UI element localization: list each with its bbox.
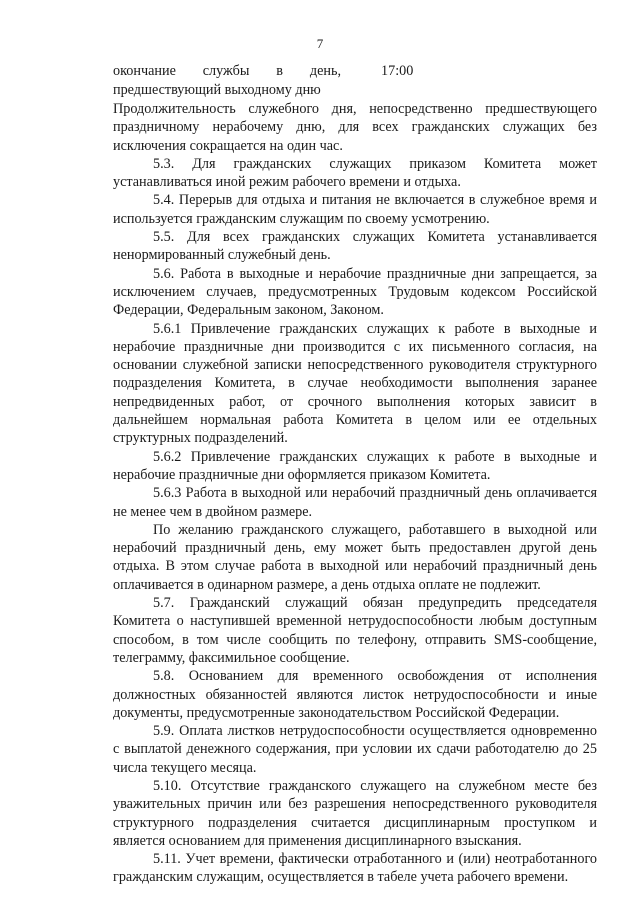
paragraph: 5.6.3 Работа в выходной или нерабочий праздничный день оплачивается не менее чем в двойном размере. xyxy=(113,485,597,520)
paragraph: 5.3. Для гражданских служащих приказом Комитета может устанавливаться иной режим рабочего времени и отдыха. xyxy=(113,155,597,191)
paragraph: 5.6.2 Привлечение гражданских служащих к работе в выходные и нерабочие праздничные дни оформляется приказом Комитета. xyxy=(113,448,597,483)
time-label xyxy=(113,62,341,81)
time-label-word: день, xyxy=(309,63,341,79)
time-label-word: службы xyxy=(202,63,250,79)
paragraph: 5.11. Учет времени, фактически отработанного и (или) неотработанного гражданским служащим, осуществляется в табеле учета рабочего времени. xyxy=(113,851,597,886)
time-value: 17:00 xyxy=(381,63,414,79)
paragraph: 5.5. Для всех гражданских служащих Комитета устанавливается ненормированный служебный день. xyxy=(113,229,597,264)
page-number: 7 xyxy=(316,36,324,51)
service-end-time-row xyxy=(113,62,593,100)
paragraph: По желанию гражданского служащего, работавшего в выходной или нерабочий праздничный день, ему может быть предоставлен другой день отдыха. В этом случае работа в выходной или нерабочий праздничный день оплачивается в одинарном размере, а день отдыха оплате не подлежит. xyxy=(113,521,597,593)
paragraph: 5.6. Работа в выходные и нерабочие праздничные дни запрещается, за исключением случаев, предусмотренных Трудовым кодексом Российской Федерации, Федеральным законом, Законом. xyxy=(113,265,597,319)
paragraph: 5.10. Отсутствие гражданского служащего на служебном месте без уважительных причин или без разрешения непосредственного руководителя структурного подразделения считается дисциплинарным проступком и является основанием для применения дисциплинарного взыскания. xyxy=(113,777,597,849)
paragraph: 5.4. Перерыв для отдыха и питания не включается в служебное время и используется гражданским служащим по своему усмотрению. xyxy=(113,192,597,227)
time-label-word: окончание xyxy=(113,63,176,79)
time-label-line2: предшествующий выходному дню xyxy=(113,82,321,98)
paragraph: Продолжительность служебного дня, непосредственно предшествующего праздничному нерабочему дню, для всех гражданских служащих без исключения сокращается на один час. xyxy=(113,101,597,154)
paragraph: 5.9. Оплата листков нетрудоспособности осуществляется одновременно с выплатой денежного содержания, при условии их сдачи работодателю до 25 числа текущего месяца. xyxy=(113,723,597,776)
paragraph: 5.6.1 Привлечение гражданских служащих к работе в выходные и нерабочие праздничные дни производится с их письменного согласия, на основании служебной записки непосредственного руководителя структурного подразделения Комитета, в случае необходимости выполнения заранее непредвиденных работ, от срочного выполнения которых зависит в дальнейшем нормальная работа Комитета в целом или ее отдельных структурных подразделений. xyxy=(113,320,597,447)
time-label-word: в xyxy=(276,63,283,79)
paragraph: 5.8. Основанием для временного освобождения от исполнения должностных обязанностей являются листок нетрудоспособности и иные документы, предусмотренные законодательством Российской Федерации. xyxy=(113,668,597,721)
paragraph: 5.7. Гражданский служащий обязан предупредить председателя Комитета о наступившей временной нетрудоспособности любым доступным способом, в том числе сообщить по телефону, отправить SMS-сообщение, телеграмму, факсимильное сообщение. xyxy=(113,595,597,666)
document-body xyxy=(113,100,597,887)
